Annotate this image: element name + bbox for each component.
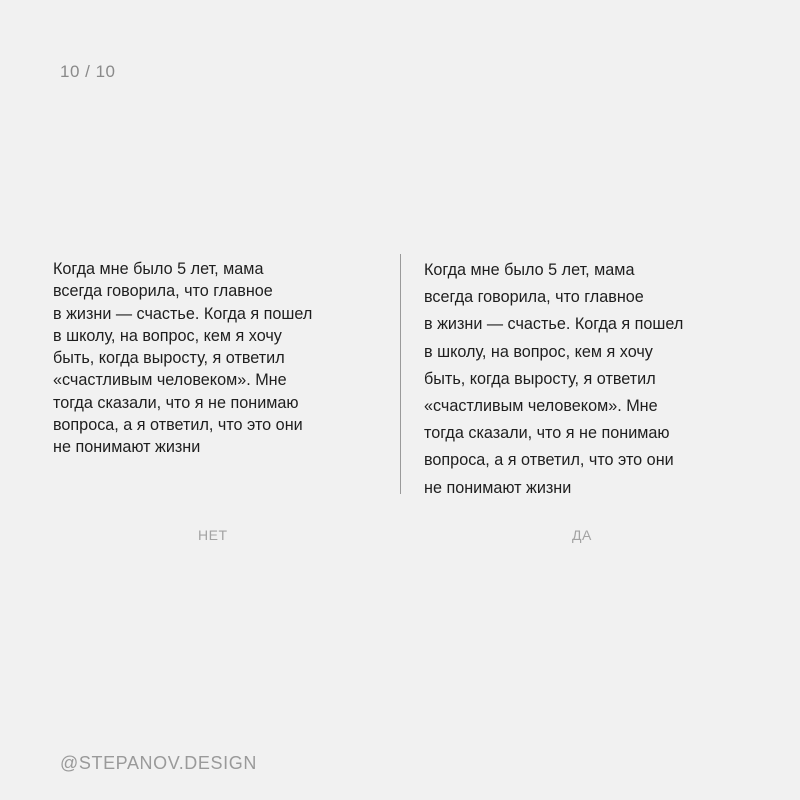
example-line: быть, когда выросту, я ответил [53, 349, 285, 368]
example-line: вопроса, а я ответил, что это они [424, 451, 674, 470]
example-line: в жизни — счастье. Когда я пошел [424, 315, 684, 334]
caption-no: НЕТ [198, 527, 228, 543]
example-text-yes [424, 257, 683, 502]
example-line: тогда сказали, что я не понимаю [53, 393, 299, 412]
caption-yes: ДА [572, 527, 592, 543]
example-line: Когда мне было 5 лет, мама [424, 261, 635, 279]
example-line: всегда говорила, что главное [53, 282, 273, 301]
example-line: вопроса, а я ответил, что это они [53, 416, 303, 435]
example-line: не понимают жизни [53, 438, 201, 457]
example-line: в школу, на вопрос, кем я хочу [424, 342, 653, 361]
author-handle: @STEPANOV.DESIGN [60, 753, 257, 773]
example-line: в жизни — счастье. Когда я пошел [53, 304, 313, 323]
example-line: в школу, на вопрос, кем я хочу [53, 326, 282, 345]
example-line: быть, когда выросту, я ответил [424, 369, 656, 388]
example-line: «счастливым человеком». Мне [424, 397, 658, 416]
example-line: Когда мне было 5 лет, мама [53, 260, 264, 278]
example-text-no [53, 258, 312, 459]
vertical-divider [400, 254, 401, 494]
example-line: «счастливым человеком». Мне [53, 371, 287, 390]
example-line: всегда говорила, что главное [424, 288, 644, 307]
example-line: не понимают жизни [424, 478, 572, 497]
page-counter: 10 / 10 [60, 62, 116, 81]
example-line: тогда сказали, что я не понимаю [424, 424, 670, 443]
